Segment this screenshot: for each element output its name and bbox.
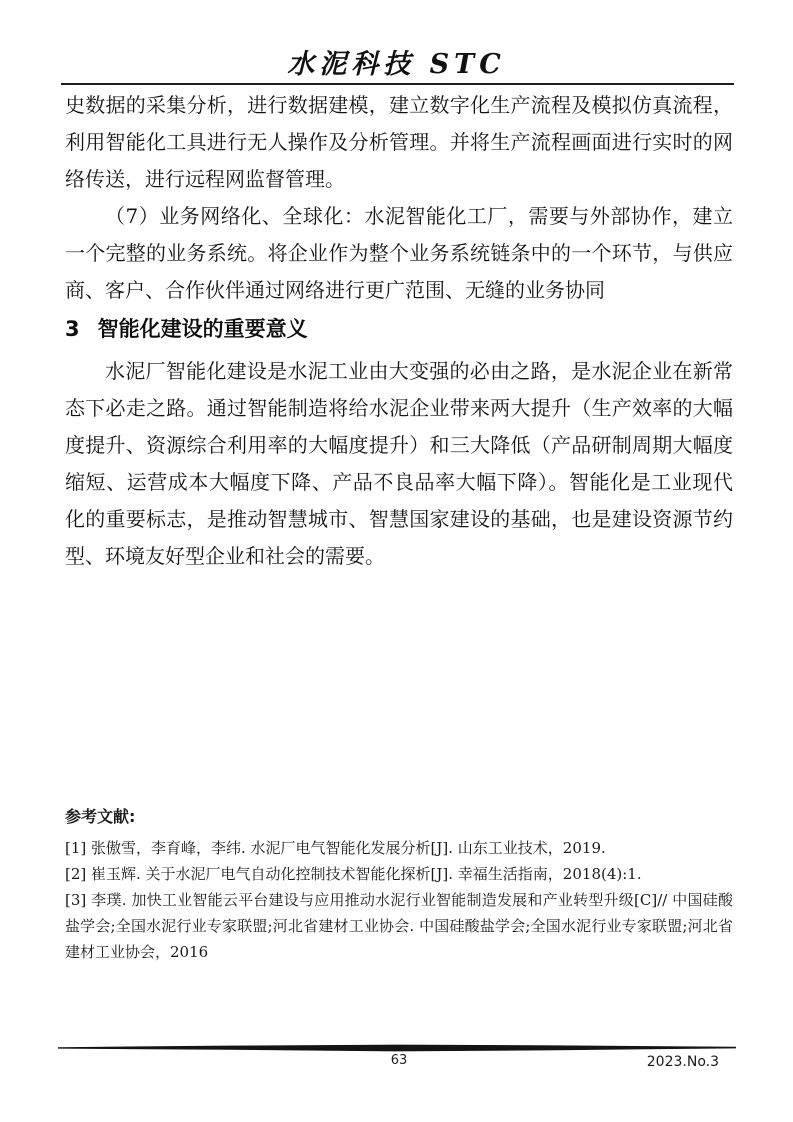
main-content (65, 87, 733, 575)
page-footer (65, 1053, 733, 1073)
section-heading (65, 314, 733, 344)
footer-rule (58, 1044, 736, 1052)
section-heading-title: 智能化建设的重要意义 (97, 317, 308, 341)
journal-title: 水泥科技 STC (287, 49, 506, 80)
page-header (0, 42, 793, 81)
section-paragraph: 水泥厂智能化建设是水泥工业由大变强的必由之路，是水泥企业在新常态下必走之路。通过智能制造将给水泥企业带来两大提升（生产效率的大幅度提升、资源综合利用率的大幅度提升）和三大降低（产品研制周期大幅度缩短、运营成本大幅度下降、产品不良品率大幅下降）。智能化是工业现代化的重要标志，是推动智慧城市、智慧国家建设的基础，也是建设资源节约型、环境友好型企业和社会的需要。 (65, 359, 733, 568)
paragraph-continuation: 史数据的采集分析，进行数据建模，建立数字化生产流程及模拟仿真流程，利用智能化工具进行无人操作及分析管理。并将生产流程画面进行实时的网络传送，进行远程网监督管理。 (65, 93, 733, 191)
header-rule (61, 83, 734, 85)
references-heading: 参考文献: (65, 807, 136, 826)
paragraph-item7: （7）业务网络化、全球化：水泥智能化工厂，需要与外部协作，建立一个完整的业务系统。将企业作为整个业务系统链条中的一个环节，与供应商、客户、合作伙伴通过网络进行更广范围、无缝的业务协同 (65, 204, 733, 302)
page-number: 63 (390, 1053, 408, 1068)
reference-item-1: [1] 张傲雪，李育峰，李纬. 水泥厂电气智能化发展分析[J]. 山东工业技术，2019. (65, 839, 606, 857)
references-section (65, 806, 733, 965)
reference-item-3: [3] 李璞. 加快工业智能云平台建设与应用推动水泥行业智能制造发展和产业转型升级[C]// 中国硅酸盐学会;全国水泥行业专家联盟;河北省建材工业协会. 中国硅酸盐学会;全国水泥行业专家联盟;河北省建材工业协会，2016 (65, 891, 733, 961)
issue-number: 2023.No.3 (646, 1054, 719, 1070)
reference-item-2: [2] 崔玉辉. 关于水泥厂电气自动化控制技术智能化探析[J]. 幸福生活指南，2018(4):1. (65, 865, 642, 883)
section-heading-number: 3 (65, 317, 80, 341)
